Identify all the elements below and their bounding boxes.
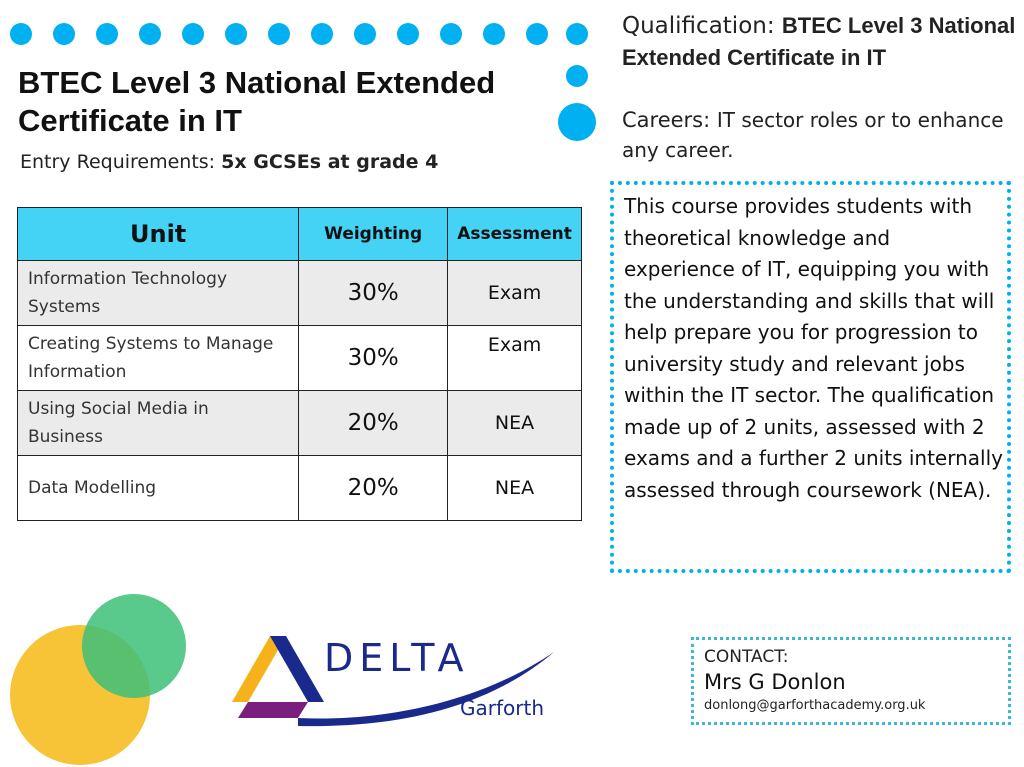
decorative-dot-row: [10, 23, 590, 45]
contact-box: [691, 637, 1011, 725]
page-title: BTEC Level 3 National Extended Certificate in IT: [18, 65, 496, 138]
table-row: [18, 391, 582, 456]
decorative-dot-icon: [268, 23, 290, 45]
contact-email-link[interactable]: donlong@garforthacademy.org.uk: [704, 698, 926, 713]
decorative-dot-icon: [53, 23, 75, 45]
unit-assessment: NEA: [448, 456, 582, 521]
decorative-dot-icon: [96, 23, 118, 45]
qualification: [622, 10, 1017, 74]
qualification-label: Qualification:: [622, 13, 775, 39]
header-unit: Unit: [18, 208, 299, 261]
unit-weighting: 30%: [299, 261, 448, 326]
entry-requirements-value: 5x GCSEs at grade 4: [221, 151, 439, 173]
unit-name: Using Social Media in Business: [18, 391, 299, 456]
careers-label: Careers:: [622, 108, 711, 132]
decorative-dot-icon: [566, 23, 588, 45]
decorative-dot-icon: [311, 23, 333, 45]
table-row: [18, 326, 582, 391]
decorative-dot-icon: [483, 23, 505, 45]
table-header-row: [18, 208, 582, 261]
careers: [622, 105, 1012, 165]
decorative-dot-icon: [440, 23, 462, 45]
units-table: [17, 207, 582, 521]
decorative-dot-icon: [397, 23, 419, 45]
contact-label: CONTACT:: [704, 647, 789, 667]
decorative-dot-icon: [225, 23, 247, 45]
decorative-dot-icon: [354, 23, 376, 45]
course-description: This course provides students with theoretical knowledge and experience of IT, equipping you with the understanding and skills that will help prepare you for progression to university study and relevant jobs within the IT sector. The qualification made up of 2 units, assessed with 2 exams and a further 2 units internally assessed through coursework (NEA).: [624, 194, 1003, 502]
qualification-value: BTEC Level 3 National Extended Certificate in IT: [622, 13, 1016, 70]
decorative-dot-icon: [10, 23, 32, 45]
unit-assessment: NEA: [448, 391, 582, 456]
unit-weighting: 20%: [299, 456, 448, 521]
delta-garforth-logo: [228, 630, 558, 730]
entry-requirements: [20, 151, 438, 173]
unit-weighting: 20%: [299, 391, 448, 456]
table-row: [18, 456, 582, 521]
decorative-dot-icon: [182, 23, 204, 45]
course-description-box: [610, 181, 1011, 573]
unit-assessment: Exam: [448, 326, 582, 391]
contact-name: Mrs G Donlon: [704, 670, 846, 694]
decorative-dot-icon: [526, 23, 548, 45]
logo-wordmark: DELTA: [324, 636, 470, 680]
unit-weighting: 30%: [299, 326, 448, 391]
table-row: [18, 261, 582, 326]
unit-assessment: Exam: [448, 261, 582, 326]
decorative-dot-icon: [139, 23, 161, 45]
entry-requirements-label: Entry Requirements:: [20, 151, 216, 173]
unit-name: Creating Systems to Manage Information: [18, 326, 299, 391]
unit-name: Information Technology Systems: [18, 261, 299, 326]
header-assessment: Assessment: [448, 208, 582, 261]
careers-value: IT sector roles or to enhance any career.: [622, 108, 1004, 162]
header-weighting: Weighting: [299, 208, 448, 261]
unit-name: Data Modelling: [18, 456, 299, 521]
decorative-circle-icon: [82, 594, 186, 698]
logo-subtitle: Garforth: [460, 696, 544, 720]
